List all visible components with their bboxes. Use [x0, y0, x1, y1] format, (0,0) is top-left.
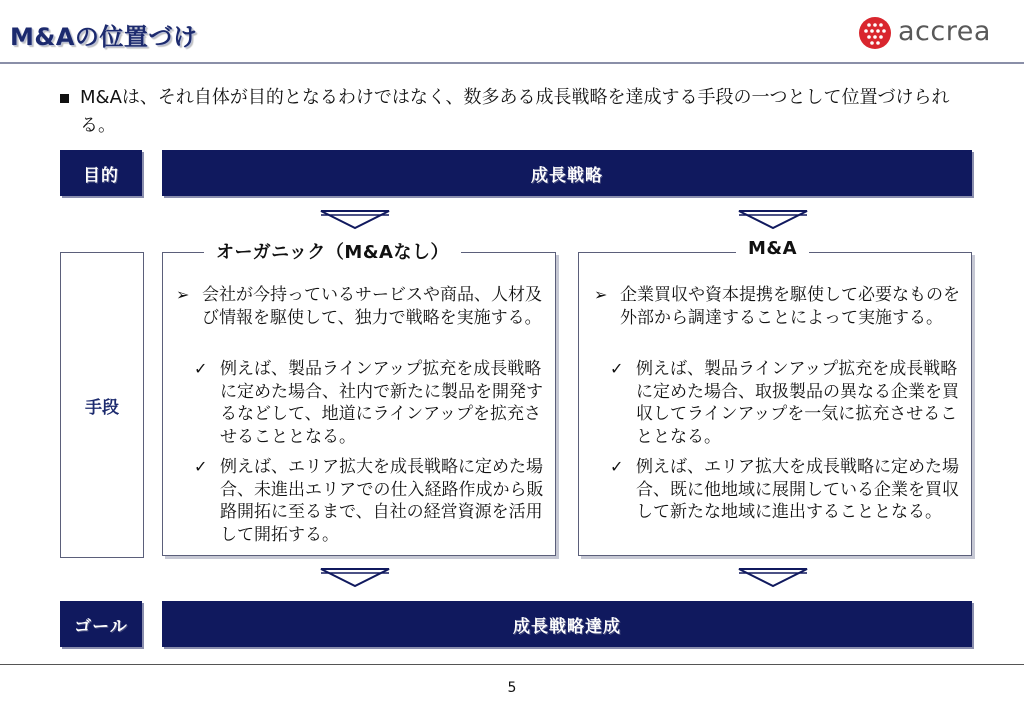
goal-label-text: ゴール: [74, 616, 128, 637]
lead-statement: [60, 84, 960, 140]
page-title: M&Aの位置づけ: [10, 23, 198, 51]
down-arrow-icon: [738, 568, 808, 588]
check-icon: ✓: [610, 457, 624, 476]
check-icon: ✓: [610, 359, 624, 378]
purpose-value-text: 成長戦略: [531, 165, 603, 186]
purpose-value: [162, 150, 972, 196]
arrow-bullet-icon: ➢: [594, 285, 608, 304]
accrea-logo: [856, 14, 1006, 54]
ma-main-item: [594, 284, 964, 329]
ma-example-text: 例えば、製品ラインアップ拡充を成長戦略に定めた場合、取扱製品の異なる企業を買収してラインアップを一気に拡充させることとなる。: [636, 359, 959, 447]
lead-text: M&Aは、それ自体が目的となるわけではなく、数多ある成長戦略を達成する手段の一つとして位置づけられる。: [80, 87, 950, 136]
ma-example-item: [610, 456, 964, 524]
square-bullet-icon: [60, 94, 69, 103]
organic-panel-title: オーガニック（M&Aなし）: [204, 238, 461, 264]
ma-example-item: [610, 358, 964, 448]
organic-example-text: 例えば、エリア拡大を成長戦略に定めた場合、未進出エリアでの仕入経路作成から販路開拓に至るまで、自社の経営資源を活用して開拓する。: [220, 457, 544, 545]
purpose-label: [60, 150, 142, 196]
footer-divider: [0, 664, 1024, 665]
check-icon: ✓: [194, 457, 208, 476]
goal-value: [162, 601, 972, 647]
means-label: [60, 252, 144, 558]
check-icon: ✓: [194, 359, 208, 378]
logo-wordmark: accrea: [898, 16, 991, 47]
logo-mark-icon: [856, 14, 894, 52]
ma-panel-title: M&A: [736, 238, 809, 259]
goal-label: [60, 601, 142, 647]
header-divider: [0, 62, 1024, 64]
down-arrow-icon: [320, 568, 390, 588]
down-arrow-icon: [320, 210, 390, 230]
ma-main-text: 企業買収や資本提携を駆使して必要なものを外部から調達することによって実施する。: [620, 285, 960, 328]
organic-main-item: [176, 284, 548, 329]
organic-example-item: [194, 456, 548, 546]
organic-example-text: 例えば、製品ラインアップ拡充を成長戦略に定めた場合、社内で新たに製品を開発するなどして、地道にラインアップを拡充させることとなる。: [220, 359, 543, 447]
organic-main-text: 会社が今持っているサービスや商品、人材及び情報を駆使して、独力で戦略を実施する。: [202, 285, 542, 328]
page-number: 5: [507, 680, 517, 696]
arrow-bullet-icon: ➢: [176, 285, 190, 304]
organic-example-item: [194, 358, 548, 448]
down-arrow-icon: [738, 210, 808, 230]
goal-value-text: 成長戦略達成: [513, 616, 621, 637]
purpose-label-text: 目的: [83, 165, 119, 186]
ma-example-text: 例えば、エリア拡大を成長戦略に定めた場合、既に他地域に展開している企業を買収して新たな地域に進出することとなる。: [636, 457, 959, 522]
means-label-text: 手段: [85, 397, 119, 418]
